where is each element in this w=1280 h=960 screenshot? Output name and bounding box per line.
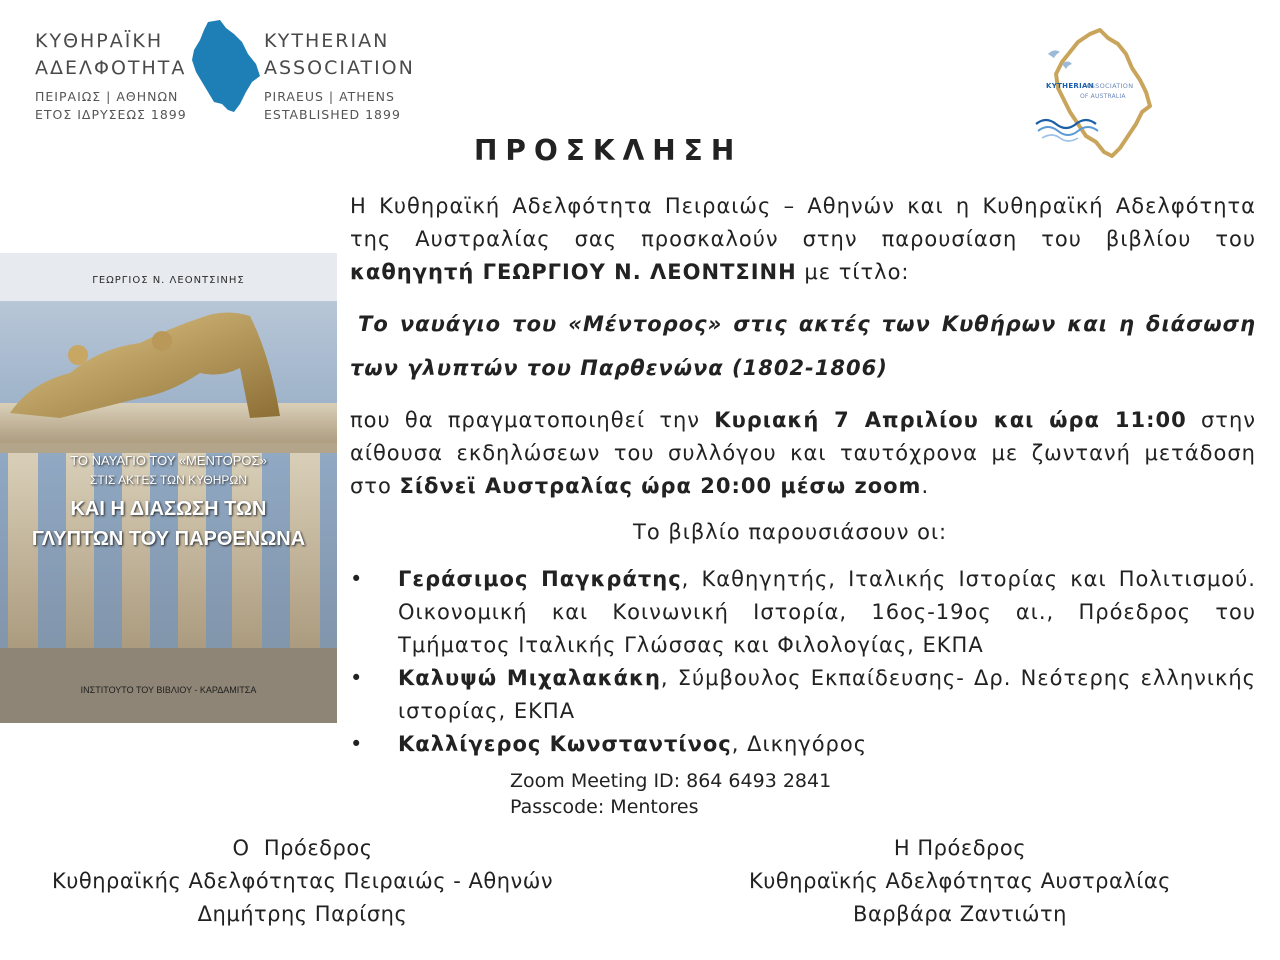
signature-left-org: Κυθηραϊκής Αδελφότητας Πειραιώς - Αθηνών <box>51 869 554 893</box>
bullet-icon: • <box>350 666 364 690</box>
book-cover-image <box>0 253 337 723</box>
event-date: Κυριακή 7 Απριλίου και ώρα 11:00 <box>714 408 1187 432</box>
logo-english-line2: ASSOCIATION <box>264 57 415 79</box>
cover-publisher: ΙΝΣΤΙΤΟΥΤΟ ΤΟΥ ΒΙΒΛΙΟΥ - ΚΑΡΔΑΜΙΤΣΑ <box>80 685 257 695</box>
logo-english-line1: KYTHERIAN <box>264 30 390 52</box>
speaker-item <box>350 662 1256 728</box>
cover-title-line1: ΤΟ ΝΑΥΑΓΙΟ ΤΟΥ «ΜΕΝΤΟΡΟΣ» <box>70 453 267 468</box>
speaker-desc: , Δικηγόρος <box>731 732 868 756</box>
logo-english-line4: ESTABLISHED 1899 <box>264 107 401 122</box>
signature-right-org: Κυθηραϊκής Αδελφότητας Αυστραλίας <box>748 869 1172 893</box>
parthenon-photo <box>0 253 337 723</box>
speaker-desc: , Καθηγητής, Ιταλικής Ιστορίας και Πολιτισμού. Οικονομική και Κοινωνική Ιστορία, 16ος-19ος αι., Πρόεδρος του Τμήματος Ιταλικής Γλώσσας και Φιλολογίας, ΕΚΠΑ <box>398 567 1256 657</box>
presenters-intro: Το βιβλίο παρουσιάσουν οι: <box>633 520 948 544</box>
cover-author: ΓΕΩΡΓΙΟΣ Ν. ΛΕΟΝΤΣΙΝΗΣ <box>92 275 245 286</box>
intro-text-before: Η Κυθηραϊκή Αδελφότητα Πειραιώς – Αθηνών και η Κυθηραϊκή Αδελφότητα της Αυστραλίας σας προσκαλούν στην παρουσίαση του βιβλίου του <box>350 194 1256 251</box>
invitation-heading: ΠΡΟΣΚΛΗΣΗ <box>474 134 743 167</box>
logo-right-line1: KYTHERIAN <box>1046 82 1094 90</box>
event-paragraph <box>350 404 1256 503</box>
intro-text-after: με τίτλο: <box>796 260 910 284</box>
author-name: καθηγητή ΓΕΩΡΓΙΟΥ Ν. ΛΕΟΝΤΣΙΝΗ <box>350 260 797 284</box>
event-text3: . <box>921 474 930 498</box>
logo-greek-line2: ΑΔΕΛΦΟΤΗΤΑ <box>35 57 187 79</box>
logo-english-line3: PIRAEUS | ATHENS <box>264 89 395 104</box>
signature-left-name: Δημήτρης Παρίσης <box>197 902 408 926</box>
logo-greek-line4: ΕΤΟΣ ΙΔΡΥΣΕΩΣ 1899 <box>35 107 187 122</box>
cover-title-line3: ΚΑΙ Η ΔΙΑΣΩΣΗ ΤΩΝ <box>70 498 267 520</box>
cover-title-line4: ΓΛΥΠΤΩΝ ΤΟΥ ΠΑΡΘΕΝΩΝΑ <box>31 528 306 550</box>
book-title-line1: Το ναυάγιο του «Μέντορος» στις ακτές των Κυθήρων και η διάσωση <box>358 312 1256 336</box>
logo-greek-text <box>35 28 187 124</box>
signature-left <box>20 832 585 931</box>
speaker-item <box>350 728 1256 761</box>
speaker-desc: , Σύμβουλος Εκπαίδευσης- Δρ. Νεότερης ελληνικής ιστορίας, ΕΚΠΑ <box>398 666 1256 723</box>
speakers-list <box>350 563 1256 761</box>
event-text2: στην αίθουσα εκδηλώσεων του συλλόγου και ταυτόχρονα με ζωντανή μετάδοση στο <box>350 408 1256 498</box>
logo-english-text <box>264 28 415 124</box>
logo-right-line2: ASSOCIATION <box>1086 82 1134 90</box>
zoom-meeting-id: Zoom Meeting ID: 864 6493 2841 <box>510 770 832 792</box>
speaker-name: Γεράσιμος Παγκράτης <box>398 567 682 591</box>
speaker-name: Καλυψώ Μιχαλακάκη <box>398 666 661 690</box>
zoom-passcode: Passcode: Mentores <box>510 796 699 818</box>
kytherian-association-australia-logo <box>1028 28 1158 160</box>
speaker-item <box>350 563 1256 662</box>
kytherian-association-athens-logo <box>30 20 430 125</box>
signature-right <box>700 832 1220 931</box>
bullet-icon: • <box>350 567 364 591</box>
logo-greek-line3: ΠΕΙΡΑΙΩΣ | ΑΘΗΝΩΝ <box>35 89 179 104</box>
event-sydney-time: Σίδνεϊ Αυστραλίας ώρα 20:00 μέσω zoom <box>399 474 922 498</box>
bullet-icon: • <box>350 732 364 756</box>
signature-left-role: Ο Πρόεδρος <box>232 836 373 860</box>
event-text1: που θα πραγματοποιηθεί την <box>350 408 715 432</box>
cover-title-line2: ΣΤΙΣ ΑΚΤΕΣ ΤΩΝ ΚΥΘΗΡΩΝ <box>89 473 248 487</box>
book-title-line2: των γλυπτών του Παρθενώνα (1802-1806) <box>350 356 888 380</box>
zoom-info <box>510 768 831 820</box>
kythira-map-icon <box>190 20 260 115</box>
intro-paragraph <box>350 190 1256 289</box>
logo-right-line3: OF AUSTRALIA <box>1080 93 1126 100</box>
speaker-name: Καλλίγερος Κωνσταντίνος <box>398 732 732 756</box>
signature-right-name: Βαρβάρα Ζαντιώτη <box>853 902 1067 926</box>
logo-greek-line1: ΚΥΘΗΡΑΪΚΗ <box>35 30 164 52</box>
signature-right-role: Η Πρόεδρος <box>893 836 1027 860</box>
